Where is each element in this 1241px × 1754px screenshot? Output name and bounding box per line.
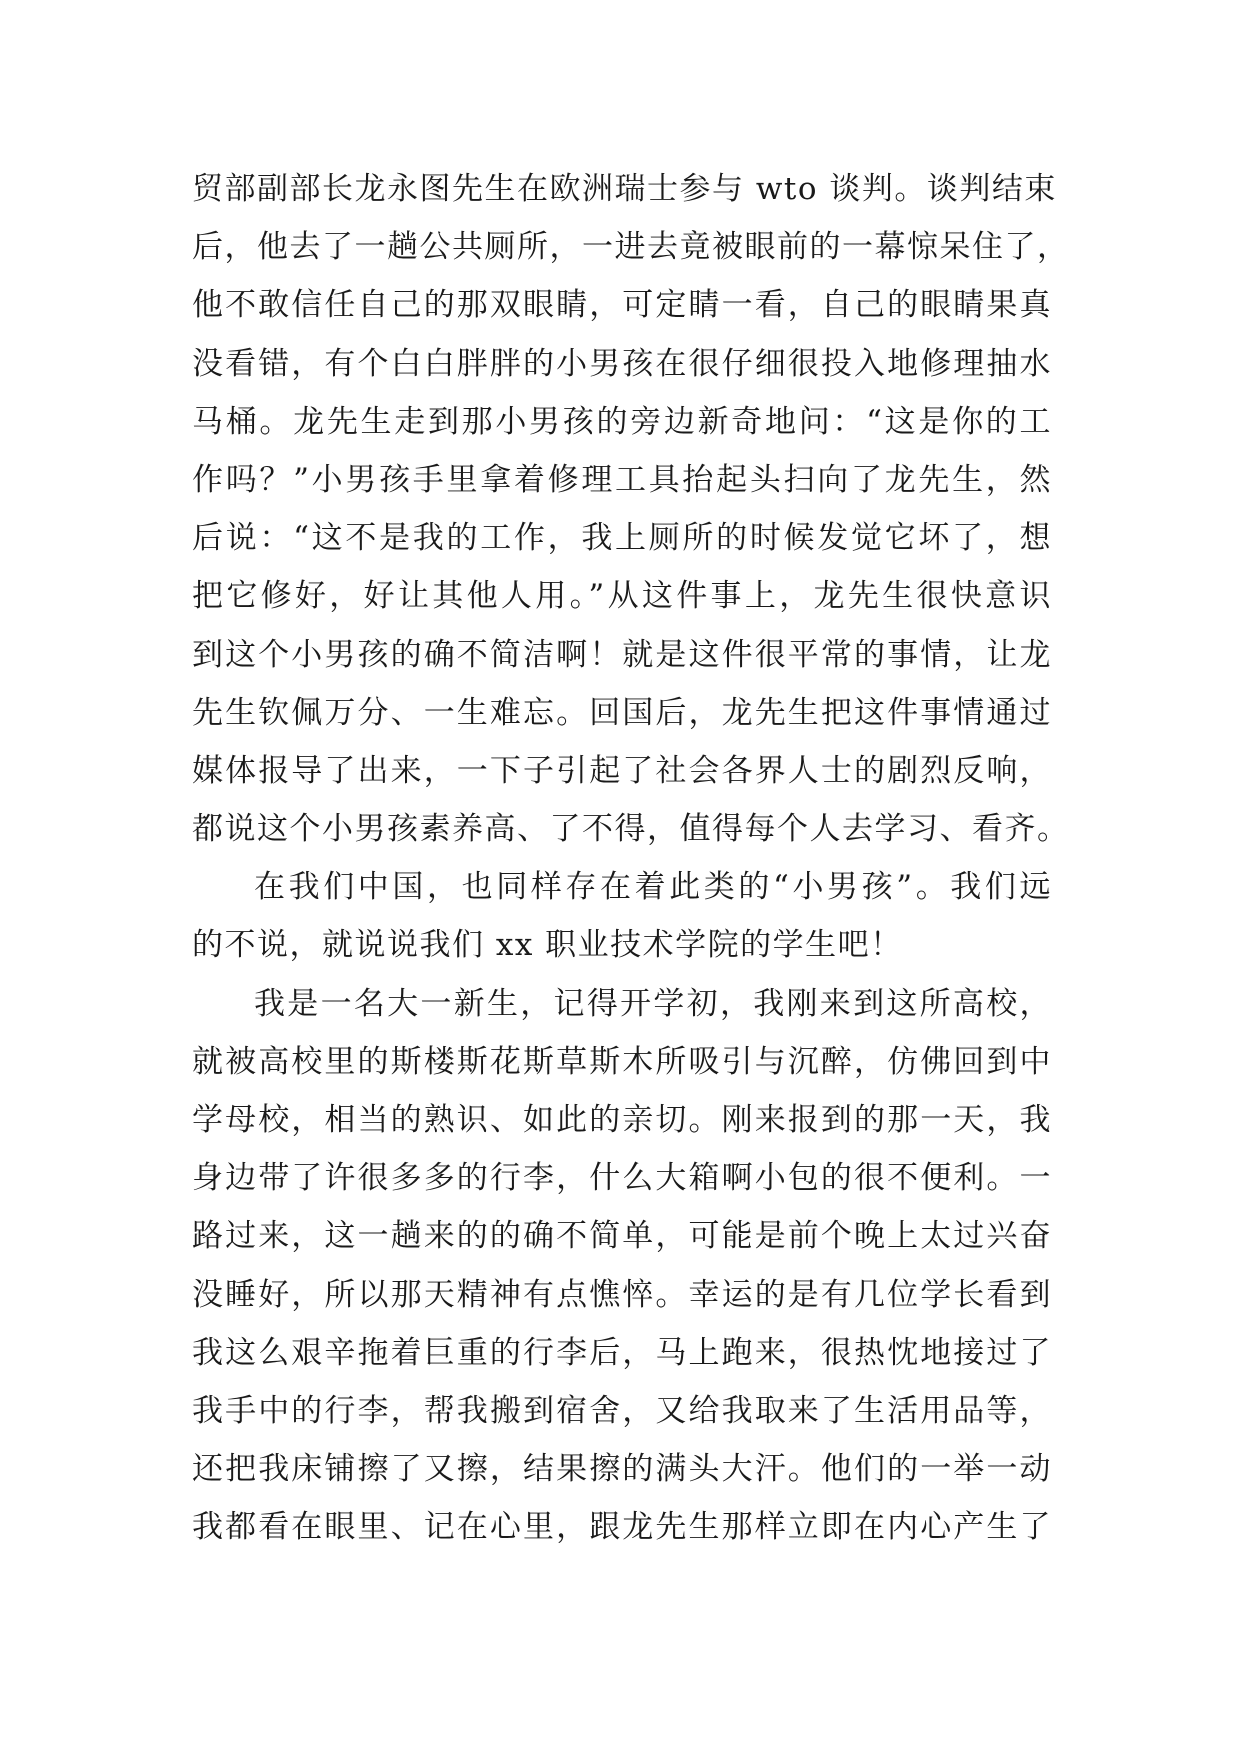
text-line: 把它修好，好让其他人用。”从这件事上，龙先生很快意识 [192, 578, 1052, 615]
text-line: 学母校，相当的熟识、如此的亲切。刚来报到的那一天，我 [192, 1102, 1052, 1138]
text-line: 没睡好，所以那天精神有点憔悴。幸运的是有几位学长看到 [192, 1276, 1052, 1313]
text-line: 到这个小男孩的确不简洁啊！就是这件很平常的事情，让龙 [192, 636, 1052, 673]
paragraph-first-line: 我是一名大一新生，记得开学初，我刚来到这所高校， [254, 985, 1052, 1022]
text-line: 都说这个小男孩素养高、了不得，值得每个人去学习、看齐。 [192, 811, 1070, 848]
text-line: 作吗？”小男孩手里拿着修理工具抬起头扫向了龙先生，然 [192, 461, 1052, 498]
text-line: 他不敢信任自己的那双眼睛，可定睛一看，自己的眼睛果真 [192, 287, 1052, 324]
text-line: 马桶。龙先生走到那小男孩的旁边新奇地问：“这是你的工 [192, 403, 1052, 440]
text-line: 路过来，这一趟来的的确不简单，可能是前个晚上太过兴奋 [192, 1218, 1052, 1255]
text-line: 的不说，就说说我们 xx 职业技术学院的学生吧！ [192, 927, 903, 964]
text-line: 我手中的行李，帮我搬到宿舍，又给我取来了生活用品等， [192, 1392, 1052, 1429]
text-line: 我都看在眼里、记在心里，跟龙先生那样立即在内心产生了 [192, 1509, 1052, 1546]
text-line: 我这么艰辛拖着巨重的行李后，马上跑来，很热忱地接过了 [192, 1334, 1052, 1371]
text-line: 后说：“这不是我的工作，我上厕所的时候发觉它坏了，想 [192, 520, 1052, 557]
text-line: 贸部副部长龙永图先生在欧洲瑞士参与 wto 谈判。谈判结束 [192, 171, 1057, 207]
body-text [192, 160, 1070, 1557]
text-line: 先生钦佩万分、一生难忘。回国后，龙先生把这件事情通过 [192, 694, 1052, 731]
text-line: 媒体报导了出来，一下子引起了社会各界人士的剧烈反响， [192, 752, 1052, 789]
text-line: 后，他去了一趟公共厕所，一进去竟被眼前的一幕惊呆住了， [192, 229, 1070, 266]
text-line: 身边带了许很多多的行李，什么大箱啊小包的很不便利。一 [192, 1160, 1052, 1197]
text-line: 就被高校里的斯楼斯花斯草斯木所吸引与沉醉，仿佛回到中 [192, 1043, 1052, 1080]
text-line: 还把我床铺擦了又擦，结果擦的满头大汗。他们的一举一动 [192, 1451, 1052, 1488]
paragraph-first-line: 在我们中国，也同样存在着此类的“小男孩”。我们远 [254, 869, 1052, 906]
text-line: 没看错，有个白白胖胖的小男孩在很仔细很投入地修理抽水 [192, 345, 1052, 382]
